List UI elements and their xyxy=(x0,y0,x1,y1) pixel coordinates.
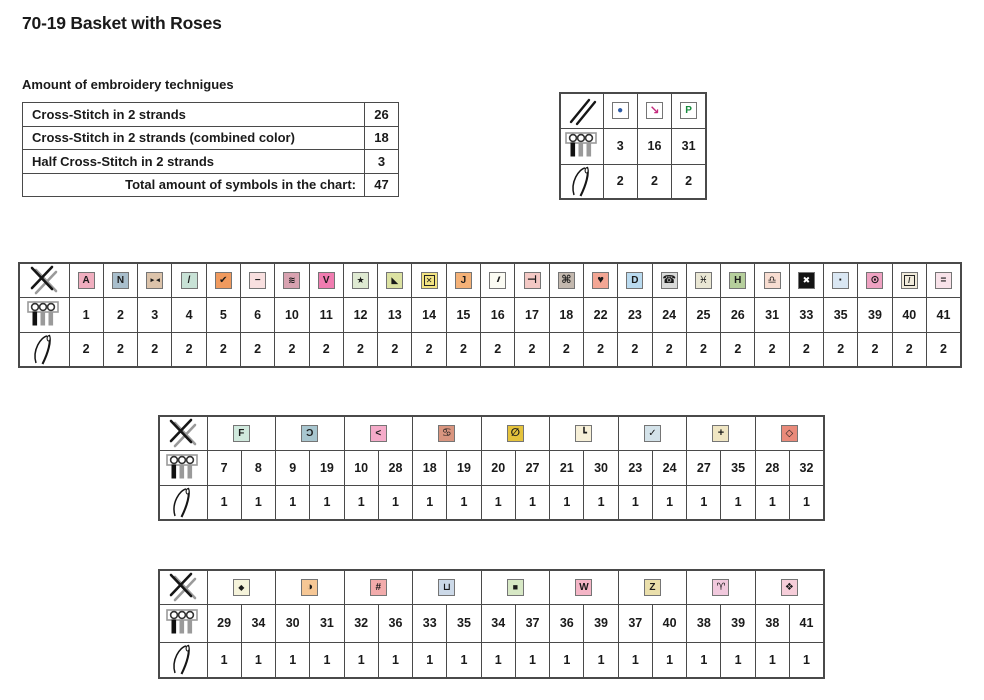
symbol-blue-circle: ● xyxy=(612,102,629,119)
symbol-cell xyxy=(275,263,309,297)
needle-count: 1 xyxy=(207,485,241,520)
needle-icon xyxy=(561,165,603,198)
symbol-cell xyxy=(618,416,687,450)
symbol-cell xyxy=(378,263,412,297)
floss-number: 39 xyxy=(721,604,755,642)
symbol-command-sign: ⌘ xyxy=(558,272,575,289)
symbol-cell xyxy=(721,263,755,297)
floss-number: 3 xyxy=(603,128,637,164)
half-cross-stitch-icon xyxy=(561,96,603,126)
floss-number: 2 xyxy=(103,297,137,332)
technique-total-label: Total amount of symbols in the chart: xyxy=(23,173,365,197)
needle-count: 2 xyxy=(721,332,755,367)
needle-count: 1 xyxy=(687,642,721,678)
needle-count: 1 xyxy=(310,642,344,678)
needle-count: 2 xyxy=(103,332,137,367)
floss-number: 28 xyxy=(755,450,789,485)
symbol-curved-check: ✔ xyxy=(215,272,232,289)
needle-count: 2 xyxy=(789,332,823,367)
row-header-cell xyxy=(159,450,207,485)
floss-number: 35 xyxy=(721,450,755,485)
symbol-hash: # xyxy=(370,579,387,596)
needle-count: 1 xyxy=(241,485,275,520)
needle-count: 1 xyxy=(276,642,310,678)
needle-count: 2 xyxy=(892,332,926,367)
needle-count: 2 xyxy=(858,332,892,367)
floss-number: 5 xyxy=(206,297,240,332)
symbol-cell xyxy=(926,263,961,297)
row-header-cell xyxy=(159,416,207,450)
needle-count: 2 xyxy=(343,332,377,367)
symbol-letter-f: F xyxy=(233,425,250,442)
row-header-cell xyxy=(19,263,69,297)
symbol-small-dot: · xyxy=(832,272,849,289)
technique-count: 3 xyxy=(365,150,399,174)
floss-number: 18 xyxy=(549,297,583,332)
needle-count: 1 xyxy=(241,642,275,678)
floss-number: 19 xyxy=(310,450,344,485)
needle-count-row xyxy=(159,642,824,678)
symbol-cell xyxy=(344,416,413,450)
needle-count: 1 xyxy=(721,485,755,520)
symbol-cell xyxy=(755,416,824,450)
row-header-cell xyxy=(560,128,603,164)
needle-count: 1 xyxy=(652,485,686,520)
floss-number: 33 xyxy=(413,604,447,642)
needle-count: 1 xyxy=(481,485,515,520)
symbol-bowtie: ►◄ xyxy=(146,272,163,289)
needle-count: 1 xyxy=(413,485,447,520)
symbol-letter-p: P xyxy=(680,102,697,119)
cross-stitch-icon xyxy=(20,265,69,295)
needle-count: 1 xyxy=(481,642,515,678)
needle-count: 1 xyxy=(618,642,652,678)
floss-number-row xyxy=(560,128,706,164)
floss-number: 36 xyxy=(550,604,584,642)
symbol-plus: + xyxy=(712,425,729,442)
symbol-telephone: ☎ xyxy=(661,272,678,289)
needle-count: 1 xyxy=(447,485,481,520)
floss-icon xyxy=(160,452,207,484)
symbol-cell xyxy=(138,263,172,297)
needle-count: 2 xyxy=(549,332,583,367)
floss-number: 24 xyxy=(652,297,686,332)
symbol-less-than: < xyxy=(370,425,387,442)
floss-number: 20 xyxy=(481,450,515,485)
symbol-star: ★ xyxy=(352,272,369,289)
floss-number: 16 xyxy=(637,128,671,164)
symbol-cell xyxy=(240,263,274,297)
row-header-cell xyxy=(560,93,603,128)
symbol-letter-v: V xyxy=(318,272,335,289)
symbol-pisces: ♓ xyxy=(695,272,712,289)
floss-number: 21 xyxy=(550,450,584,485)
floss-number: 28 xyxy=(378,450,412,485)
symbol-black-square: ■ xyxy=(507,579,524,596)
needle-icon xyxy=(160,643,207,676)
floss-number: 14 xyxy=(412,297,446,332)
needle-count: 1 xyxy=(378,485,412,520)
needle-count: 1 xyxy=(413,642,447,678)
floss-number: 36 xyxy=(378,604,412,642)
symbol-thick-corner-l: ┗ xyxy=(575,425,592,442)
floss-icon xyxy=(160,607,207,639)
floss-number: 29 xyxy=(207,604,241,642)
floss-number: 38 xyxy=(755,604,789,642)
row-header-cell xyxy=(19,297,69,332)
needle-count: 2 xyxy=(637,164,671,199)
symbol-cell xyxy=(549,263,583,297)
floss-number: 9 xyxy=(276,450,310,485)
floss-number: 40 xyxy=(652,604,686,642)
symbol-cell xyxy=(413,416,482,450)
symbol-cell xyxy=(446,263,480,297)
needle-count: 2 xyxy=(583,332,617,367)
needle-count: 2 xyxy=(275,332,309,367)
symbol-cell xyxy=(618,570,687,604)
symbol-arrow-southeast: ↘ xyxy=(646,102,663,119)
symbol-cell xyxy=(69,263,103,297)
floss-number: 40 xyxy=(892,297,926,332)
symbol-equals: = xyxy=(935,272,952,289)
symbol-cell xyxy=(412,263,446,297)
symbol-check: ✓ xyxy=(644,425,661,442)
symbol-cell xyxy=(687,570,756,604)
floss-number-row xyxy=(159,604,824,642)
technique-row xyxy=(23,103,399,127)
symbol-aries: ♈ xyxy=(712,579,729,596)
symbol-cell xyxy=(858,263,892,297)
floss-number: 37 xyxy=(618,604,652,642)
row-header-cell xyxy=(159,485,207,520)
floss-number: 8 xyxy=(241,450,275,485)
needle-count: 2 xyxy=(138,332,172,367)
floss-number: 7 xyxy=(207,450,241,485)
floss-number: 6 xyxy=(240,297,274,332)
technique-count: 18 xyxy=(365,126,399,150)
page-title: 70-19 Basket with Roses xyxy=(22,13,222,33)
needle-count: 1 xyxy=(550,642,584,678)
symbol-waves: ≋ xyxy=(283,272,300,289)
needle-icon xyxy=(160,486,207,519)
technique-label: Half Cross-Stitch in 2 strands xyxy=(23,150,365,174)
floss-number: 27 xyxy=(687,450,721,485)
symbol-letter-z: Z xyxy=(644,579,661,596)
needle-count: 2 xyxy=(603,164,637,199)
floss-number: 15 xyxy=(446,297,480,332)
symbol-inner-box: / xyxy=(904,275,915,286)
floss-number-row xyxy=(159,450,824,485)
symbol-cell xyxy=(343,263,377,297)
needle-count: 2 xyxy=(824,332,858,367)
symbol-letter-j: J xyxy=(455,272,472,289)
row-header-cell xyxy=(19,332,69,367)
symbol-cell xyxy=(550,416,619,450)
symbol-cell xyxy=(481,570,550,604)
symbol-letter-d: D xyxy=(626,272,643,289)
needle-count: 2 xyxy=(926,332,961,367)
floss-number: 26 xyxy=(721,297,755,332)
symbol-cell xyxy=(481,416,550,450)
floss-number-row xyxy=(19,297,961,332)
symbol-cell xyxy=(687,416,756,450)
symbol-letter-h: H xyxy=(729,272,746,289)
floss-number: 31 xyxy=(755,297,789,332)
symbol-row xyxy=(19,263,961,297)
needle-count: 2 xyxy=(206,332,240,367)
needle-count: 1 xyxy=(584,485,618,520)
floss-number: 22 xyxy=(583,297,617,332)
needle-count: 1 xyxy=(276,485,310,520)
symbol-slashed-circle: ∅ xyxy=(507,425,524,442)
floss-number: 38 xyxy=(687,604,721,642)
cross-stitch-symbol-table xyxy=(18,262,962,368)
needle-count: 1 xyxy=(550,485,584,520)
needle-count: 1 xyxy=(755,642,789,678)
technique-total-row xyxy=(23,173,399,197)
floss-number: 35 xyxy=(824,297,858,332)
technique-label: Cross-Stitch in 2 strands xyxy=(23,103,365,127)
symbol-left-tack: ⊣ xyxy=(524,272,541,289)
needle-count: 2 xyxy=(378,332,412,367)
symbol-cell xyxy=(103,263,137,297)
floss-number: 17 xyxy=(515,297,549,332)
floss-number: 12 xyxy=(343,297,377,332)
floss-number: 31 xyxy=(672,128,706,164)
floss-number: 10 xyxy=(344,450,378,485)
needle-count: 2 xyxy=(309,332,343,367)
floss-number: 30 xyxy=(584,450,618,485)
floss-number: 27 xyxy=(515,450,549,485)
symbol-corner-triangle: ◣ xyxy=(386,272,403,289)
needle-count-row xyxy=(560,164,706,199)
symbol-cell xyxy=(824,263,858,297)
floss-number: 35 xyxy=(447,604,481,642)
symbol-cell xyxy=(789,263,823,297)
floss-number: 34 xyxy=(481,604,515,642)
symbol-cell xyxy=(207,570,276,604)
floss-number: 24 xyxy=(652,450,686,485)
symbol-cell xyxy=(515,263,549,297)
symbol-boxed-slash xyxy=(901,272,918,289)
symbol-cell xyxy=(755,263,789,297)
technique-row xyxy=(23,150,399,174)
symbol-circled-dot: ⊙ xyxy=(866,272,883,289)
floss-number: 39 xyxy=(584,604,618,642)
symbol-cell xyxy=(413,570,482,604)
floss-number: 19 xyxy=(447,450,481,485)
symbol-cell xyxy=(207,416,276,450)
needle-count: 1 xyxy=(790,485,824,520)
needle-count: 2 xyxy=(412,332,446,367)
floss-number: 32 xyxy=(790,450,824,485)
symbol-cell xyxy=(637,93,671,128)
row-header-cell xyxy=(159,604,207,642)
symbol-cell xyxy=(481,263,515,297)
floss-number: 4 xyxy=(172,297,206,332)
needle-count: 2 xyxy=(446,332,480,367)
floss-number: 11 xyxy=(309,297,343,332)
combined-color-symbol-table-2 xyxy=(158,569,825,679)
floss-number: 1 xyxy=(69,297,103,332)
needle-count: 1 xyxy=(344,485,378,520)
symbol-cell xyxy=(276,416,345,450)
symbol-cell xyxy=(618,263,652,297)
symbol-cell xyxy=(276,570,345,604)
needle-count: 1 xyxy=(310,485,344,520)
needle-count: 1 xyxy=(687,485,721,520)
symbol-white-cross-on-black: ✖ xyxy=(798,272,815,289)
symbol-cell xyxy=(206,263,240,297)
floss-number: 39 xyxy=(858,297,892,332)
needle-count: 1 xyxy=(790,642,824,678)
needle-count: 2 xyxy=(481,332,515,367)
symbol-letter-w: W xyxy=(575,579,592,596)
technique-total-count: 47 xyxy=(365,173,399,197)
needle-count: 2 xyxy=(240,332,274,367)
symbol-cell xyxy=(583,263,617,297)
needle-count: 2 xyxy=(686,332,720,367)
symbol-dash: − xyxy=(249,272,266,289)
needle-count: 2 xyxy=(672,164,706,199)
symbol-cell xyxy=(672,93,706,128)
floss-number: 23 xyxy=(618,450,652,485)
techniques-summary-table xyxy=(22,102,399,197)
symbol-row xyxy=(159,570,824,604)
floss-number: 41 xyxy=(790,604,824,642)
symbol-cell xyxy=(652,263,686,297)
needle-count: 1 xyxy=(584,642,618,678)
floss-number: 10 xyxy=(275,297,309,332)
symbol-small-diamond-outline: ◇ xyxy=(781,425,798,442)
symbol-four-diamonds: ❖ xyxy=(781,579,798,596)
floss-number: 23 xyxy=(618,297,652,332)
floss-number: 18 xyxy=(413,450,447,485)
cross-stitch-icon xyxy=(160,418,207,448)
cross-stitch-icon xyxy=(160,572,207,602)
floss-number: 3 xyxy=(138,297,172,332)
symbol-cell xyxy=(344,570,413,604)
symbol-hatch-lines: /// xyxy=(489,272,506,289)
needle-count: 1 xyxy=(207,642,241,678)
needle-count: 1 xyxy=(721,642,755,678)
half-cross-stitch-symbol-table xyxy=(559,92,707,200)
symbol-open-o: Ɔ xyxy=(301,425,318,442)
needle-count: 1 xyxy=(378,642,412,678)
symbol-libra: ♎ xyxy=(764,272,781,289)
symbol-cell xyxy=(309,263,343,297)
needle-count: 2 xyxy=(652,332,686,367)
needle-icon xyxy=(20,333,69,366)
floss-number: 13 xyxy=(378,297,412,332)
symbol-cell xyxy=(603,93,637,128)
floss-number: 16 xyxy=(481,297,515,332)
floss-icon xyxy=(20,299,69,331)
symbol-cell xyxy=(550,570,619,604)
technique-count: 26 xyxy=(365,103,399,127)
needle-count-row xyxy=(159,485,824,520)
needle-count: 2 xyxy=(618,332,652,367)
needle-count: 1 xyxy=(344,642,378,678)
needle-count-row xyxy=(19,332,961,367)
symbol-inner-box: ✕ xyxy=(424,275,435,286)
symbol-heart: ♥ xyxy=(592,272,609,289)
symbol-letter-a: A xyxy=(78,272,95,289)
floss-number: 31 xyxy=(310,604,344,642)
needle-count: 1 xyxy=(447,642,481,678)
row-header-cell xyxy=(159,642,207,678)
floss-number: 25 xyxy=(686,297,720,332)
needle-count: 1 xyxy=(515,642,549,678)
floss-number: 34 xyxy=(241,604,275,642)
symbol-cell xyxy=(686,263,720,297)
floss-number: 32 xyxy=(344,604,378,642)
combined-color-symbol-table-1 xyxy=(158,415,825,521)
row-header-cell xyxy=(560,164,603,199)
section-subtitle: Amount of embroidery technigues xyxy=(22,77,234,92)
needle-count: 1 xyxy=(652,642,686,678)
symbol-row xyxy=(560,93,706,128)
symbol-cell xyxy=(755,570,824,604)
symbol-letter-n: N xyxy=(112,272,129,289)
symbol-cell xyxy=(892,263,926,297)
technique-label: Cross-Stitch in 2 strands (combined color) xyxy=(23,126,365,150)
floss-number: 33 xyxy=(789,297,823,332)
symbol-square-cup: ⊔ xyxy=(438,579,455,596)
symbol-half-moon-circle: ◑ xyxy=(301,579,318,596)
floss-icon xyxy=(561,130,603,162)
needle-count: 1 xyxy=(618,485,652,520)
needle-count: 2 xyxy=(69,332,103,367)
symbol-row xyxy=(159,416,824,450)
symbol-slash: / xyxy=(181,272,198,289)
floss-number: 37 xyxy=(515,604,549,642)
symbol-boxed-x xyxy=(421,272,438,289)
needle-count: 2 xyxy=(755,332,789,367)
needle-count: 2 xyxy=(172,332,206,367)
technique-row xyxy=(23,126,399,150)
needle-count: 2 xyxy=(515,332,549,367)
floss-number: 30 xyxy=(276,604,310,642)
floss-number: 41 xyxy=(926,297,961,332)
needle-count: 1 xyxy=(515,485,549,520)
needle-count: 1 xyxy=(755,485,789,520)
row-header-cell xyxy=(159,570,207,604)
symbol-droplet: ◆ xyxy=(233,579,250,596)
symbol-cancer: ♋ xyxy=(438,425,455,442)
symbol-cell xyxy=(172,263,206,297)
